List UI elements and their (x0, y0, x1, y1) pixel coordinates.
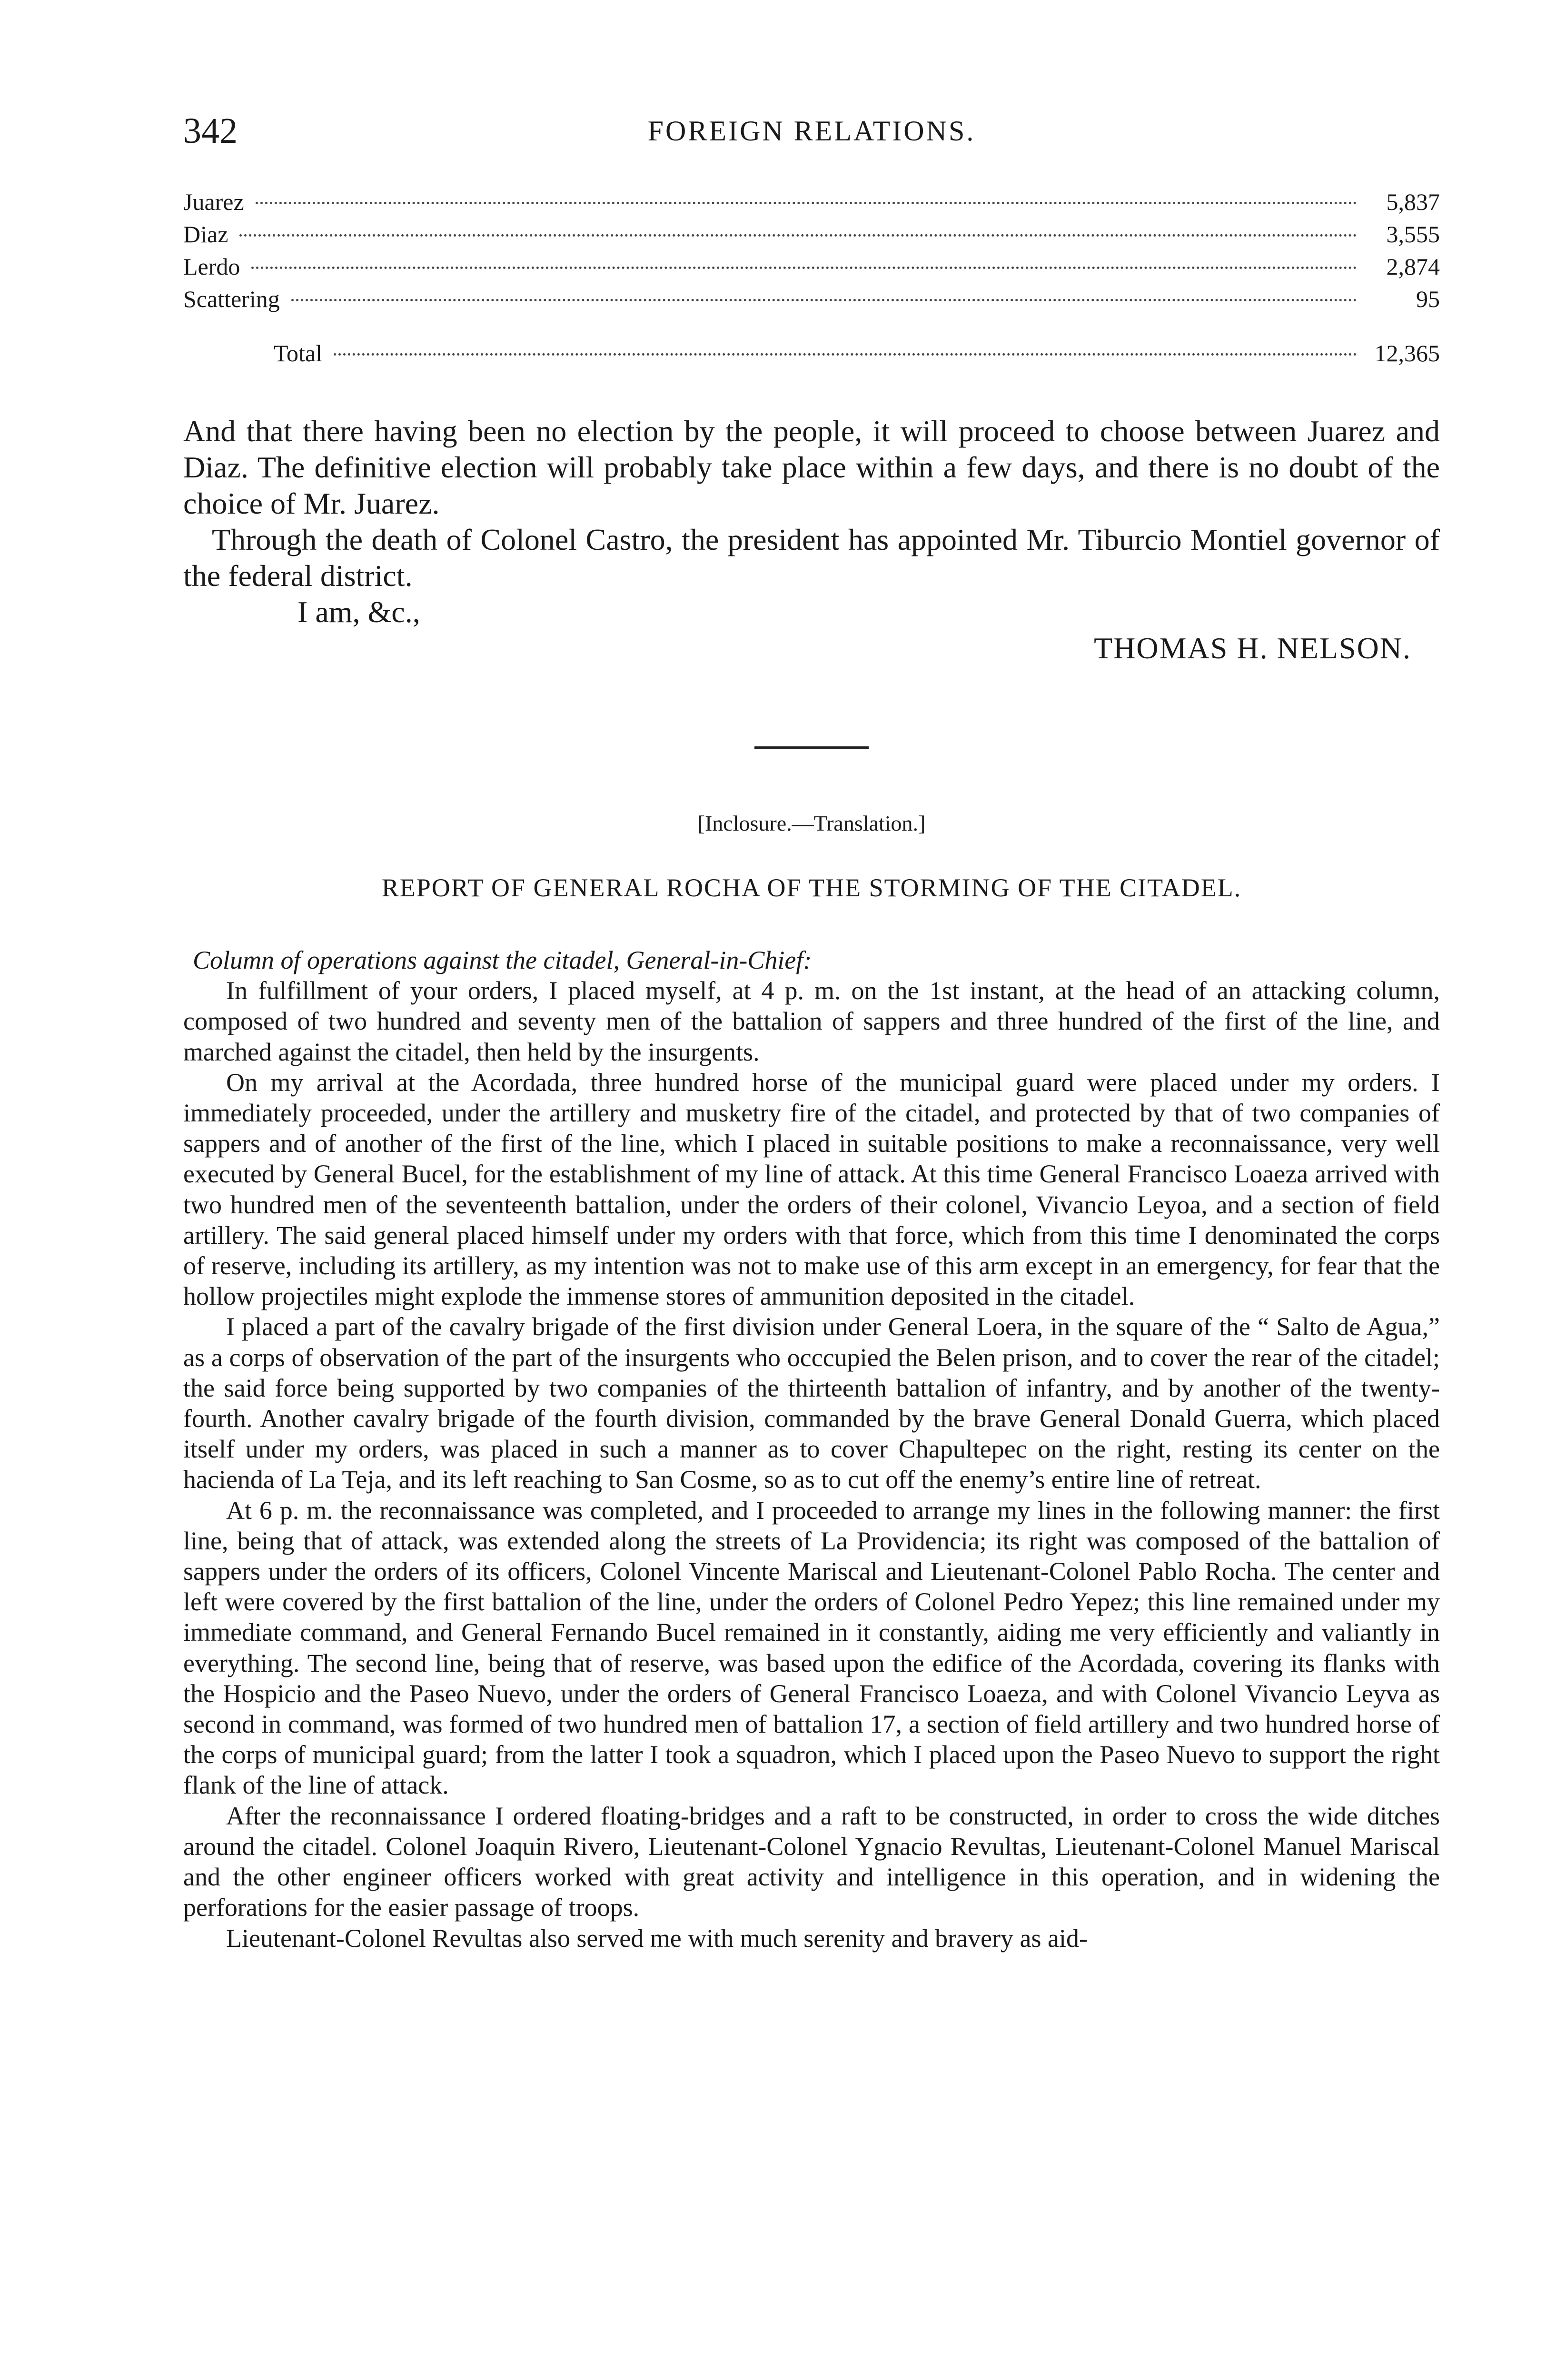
report-paragraph: In fulfillment of your orders, I placed myself, at 4 p. m. on the 1st instant, at the head of an attacking column, composed of two hundred and seventy men of the battalion of sappers and three hundred of the first of the line, and marched against the citadel, then held by the insurgents. (183, 976, 1440, 1066)
report-title: REPORT OF GENERAL ROCHA OF THE STORMING OF THE CITADEL. (381, 873, 1242, 902)
vote-row (183, 218, 1440, 250)
report-body (183, 945, 1440, 1954)
vote-row (183, 186, 1440, 218)
report-paragraph: On my arrival at the Acordada, three hundred horse of the municipal guard were placed under my orders. I immediately proceeded, under the artillery and musketry fire of the citadel, and protected by that of two companies of sappers and of another of the first of the line, which I placed in suitable positions to make a reconnaissance, very well executed by General Bucel, for the establishment of my line of attack. At this time General Francisco Loaeza arrived with two hundred men of the seventeenth battalion, under the orders of their colonel, Vivancio Leyoa, and a section of field artillery. The said general placed himself under my orders with that force, which from this time I denominated the corps of reserve, including its artillery, as my intention was not to make use of this arm except in an emergency, for fear that the hollow projectiles might explode the immense stores of ammunition deposited in the citadel. (183, 1068, 1440, 1311)
letter-paragraph: And that there having been no election by the people, it will proceed to choose between Juarez and Diaz. The definitive election will probably take place within a few days, and there is no doubt of the choice of Mr. Juarez. (183, 414, 1440, 520)
signature: THOMAS H. NELSON. (1094, 631, 1411, 665)
running-title: FOREIGN RELATIONS. (647, 115, 976, 147)
page-number: 342 (183, 111, 238, 151)
leader-dots (256, 202, 1357, 204)
running-head (183, 109, 1440, 152)
report-paragraph: After the reconnaissance I ordered floating-bridges and a raft to be constructed, in order to cross the wide ditches around the citadel. Colonel Joaquin Rivero, Lieutenant-Colonel Ygnacio Revultas, Lieutenant-Colonel Manuel Mariscal and the other engineer officers worked with great activity and intelligence in this operation, and in widening the perforations for the easier passage of troops. (183, 1801, 1440, 1922)
candidate-name: Lerdo (183, 253, 240, 280)
candidate-name: Diaz (183, 221, 228, 248)
letter-closing: I am, &c., (297, 595, 420, 629)
total-label: Total (274, 340, 323, 367)
report-paragraph: Lieutenant-Colonel Revultas also served me with much serenity and bravery as aid- (226, 1924, 1088, 1953)
letter-paragraph: Through the death of Colonel Castro, the president has appointed Mr. Tiburcio Montiel governor of the federal district. (183, 523, 1440, 593)
section-divider (754, 746, 869, 749)
leader-dots (251, 267, 1357, 269)
report-paragraph: At 6 p. m. the reconnaissance was completed, and I proceeded to arrange my lines in the following manner: the first line, being that of attack, was extended along the streets of La Providencia; its right was composed of the battalion of sappers under the orders of its officers, Colonel Vincente Mariscal and Lieutenant-Colonel Pablo Rocha. The center and left were covered by the first battalion of the line, under the orders of Colonel Pedro Yepez; this line remained under my immediate command, and General Fernando Bucel remained in it constantly, aiding me very efficiently and valiantly in everything. The second line, being that of reserve, was based upon the edifice of the Acordada, covering its flanks with the Hospicio and the Paseo Nuevo, under the orders of General Francisco Loaeza, and with Colonel Vivancio Leyva as second in command, was formed of two hundred men of battalion 17, a section of field artillery and two hundred horse of the corps of municipal guard; from the latter I took a squadron, which I placed upon the Paseo Nuevo to support the right flank of the line of attack. (183, 1496, 1440, 1800)
vote-total-row (183, 337, 1440, 369)
vote-count: 2,874 (1386, 253, 1440, 280)
vote-row (183, 250, 1440, 283)
vote-tally (183, 186, 1440, 369)
report-paragraph: I placed a part of the cavalry brigade of the first division under General Loera, in the square of the “ Salto de Agua,” as a corps of observation of the part of the insurgents who occcupied the Belen prison, and to cover the rear of the citadel; the said force being supported by two companies of the thirteenth battalion of infantry, and by another of the twenty-fourth. Another cavalry brigade of the fourth division, commanded by the brave General Donald Guerra, which placed itself under my orders, was placed in such a manner as to cover Chapultepec on the right, resting its center on the hacienda of La Teja, and its left reaching to San Cosme, so as to cut off the enemy’s entire line of retreat. (183, 1312, 1440, 1494)
candidate-name: Scattering (183, 286, 280, 312)
vote-count: 95 (1416, 286, 1440, 312)
vote-row (183, 283, 1440, 315)
leader-dots (334, 353, 1357, 356)
letter-body (183, 413, 1440, 666)
vote-count: 3,555 (1386, 221, 1440, 248)
total-count: 12,365 (1374, 340, 1440, 367)
vote-count: 5,837 (1386, 188, 1440, 215)
leader-dots (291, 299, 1357, 301)
leader-dots (239, 234, 1357, 237)
candidate-name: Juarez (183, 188, 244, 215)
enclosure-label: [Inclosure.—Translation.] (697, 811, 926, 835)
report-salutation: Column of operations against the citadel, General-in-Chief: (193, 946, 812, 974)
